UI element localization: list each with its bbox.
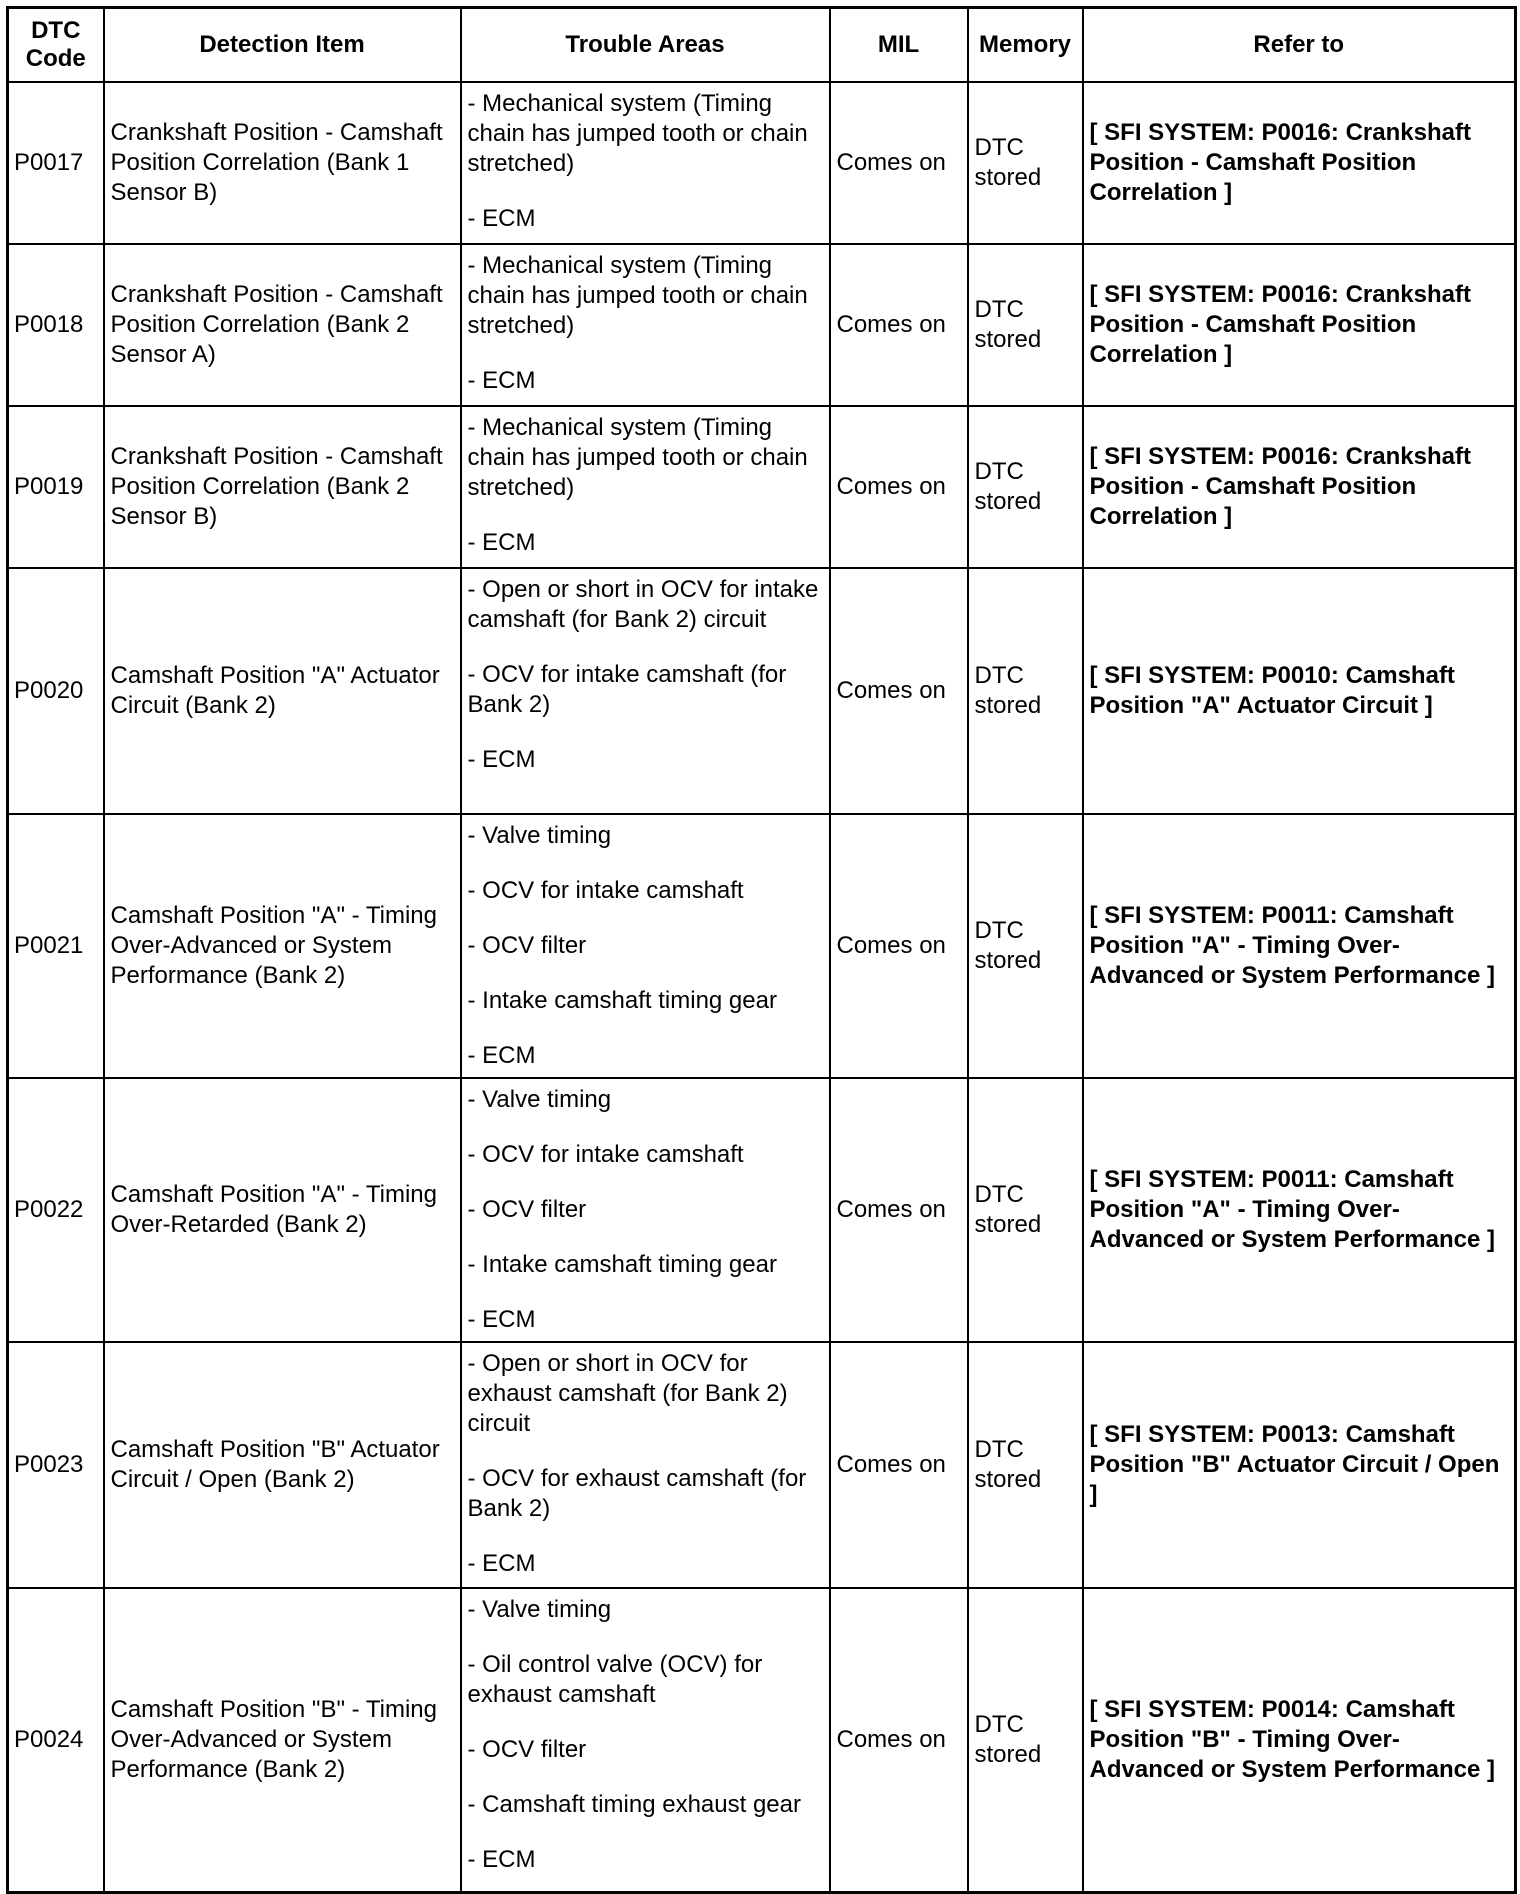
trouble-area-item: - Valve timing <box>467 1596 612 1623</box>
detection-item-cell: Camshaft Position "A" - Timing Over-Advanced or System Performance (Bank 2) <box>104 814 461 1078</box>
table-row <box>8 1342 1516 1588</box>
trouble-areas-cell <box>461 1588 830 1893</box>
trouble-area-item: - Intake camshaft timing gear <box>467 1251 777 1278</box>
table-row <box>8 1078 1516 1342</box>
header-trouble-areas: Trouble Areas <box>461 8 830 83</box>
header-detection-item: Detection Item <box>104 8 461 83</box>
trouble-area-item: - OCV for exhaust camshaft (for Bank 2) <box>467 1465 807 1522</box>
trouble-area-item: - Valve timing <box>467 822 612 849</box>
trouble-areas-cell <box>461 1078 830 1342</box>
memory-cell: DTC stored <box>968 1588 1083 1893</box>
memory-cell: DTC stored <box>968 82 1083 244</box>
detection-item-cell: Camshaft Position "B" - Timing Over-Advanced or System Performance (Bank 2) <box>104 1588 461 1893</box>
trouble-area-item: - ECM <box>467 367 536 394</box>
trouble-area-item: - OCV for intake camshaft <box>467 1141 744 1168</box>
trouble-areas-cell <box>461 814 830 1078</box>
memory-cell: DTC stored <box>968 1078 1083 1342</box>
trouble-area-item: - ECM <box>467 1846 536 1873</box>
detection-item-cell: Crankshaft Position - Camshaft Position Correlation (Bank 2 Sensor B) <box>104 406 461 568</box>
mil-cell: Comes on <box>830 406 968 568</box>
table-row <box>8 1588 1516 1893</box>
refer-to-cell: [ SFI SYSTEM: P0016: Crankshaft Position - Camshaft Position Correlation ] <box>1083 82 1516 244</box>
refer-to-cell: [ SFI SYSTEM: P0011: Camshaft Position "A" - Timing Over-Advanced or System Performance ] <box>1083 1078 1516 1342</box>
trouble-areas-cell <box>461 244 830 406</box>
trouble-area-item: - OCV for intake camshaft (for Bank 2) <box>467 661 787 718</box>
refer-to-cell: [ SFI SYSTEM: P0010: Camshaft Position "A" Actuator Circuit ] <box>1083 568 1516 814</box>
memory-cell: DTC stored <box>968 406 1083 568</box>
detection-item-cell: Crankshaft Position - Camshaft Position Correlation (Bank 1 Sensor B) <box>104 82 461 244</box>
trouble-area-item: - Camshaft timing exhaust gear <box>467 1791 801 1818</box>
trouble-area-item: - ECM <box>467 1550 536 1577</box>
header-memory: Memory <box>968 8 1083 83</box>
trouble-area-item: - ECM <box>467 529 536 556</box>
refer-to-cell: [ SFI SYSTEM: P0011: Camshaft Position "A" - Timing Over-Advanced or System Performance ] <box>1083 814 1516 1078</box>
detection-item-cell: Camshaft Position "A" - Timing Over-Retarded (Bank 2) <box>104 1078 461 1342</box>
trouble-area-item: - ECM <box>467 1042 536 1069</box>
memory-cell: DTC stored <box>968 814 1083 1078</box>
dtc-code-cell: P0017 <box>8 82 104 244</box>
detection-item-cell: Crankshaft Position - Camshaft Position Correlation (Bank 2 Sensor A) <box>104 244 461 406</box>
memory-cell: DTC stored <box>968 1342 1083 1588</box>
detection-item-cell: Camshaft Position "A" Actuator Circuit (Bank 2) <box>104 568 461 814</box>
dtc-code-cell: P0020 <box>8 568 104 814</box>
refer-to-cell: [ SFI SYSTEM: P0016: Crankshaft Position - Camshaft Position Correlation ] <box>1083 244 1516 406</box>
trouble-area-item: - Valve timing <box>467 1086 612 1113</box>
mil-cell: Comes on <box>830 82 968 244</box>
detection-item-cell: Camshaft Position "B" Actuator Circuit / Open (Bank 2) <box>104 1342 461 1588</box>
memory-cell: DTC stored <box>968 568 1083 814</box>
mil-cell: Comes on <box>830 814 968 1078</box>
trouble-area-item: - Mechanical system (Timing chain has jumped tooth or chain stretched) <box>467 414 808 501</box>
trouble-area-item: - ECM <box>467 205 536 232</box>
dtc-code-cell: P0023 <box>8 1342 104 1588</box>
trouble-area-item: - ECM <box>467 746 536 773</box>
header-mil: MIL <box>830 8 968 83</box>
trouble-area-item: - OCV for intake camshaft <box>467 877 744 904</box>
trouble-area-item: - ECM <box>467 1306 536 1333</box>
mil-cell: Comes on <box>830 568 968 814</box>
dtc-code-cell: P0018 <box>8 244 104 406</box>
trouble-area-item: - Open or short in OCV for intake camshaft (for Bank 2) circuit <box>467 576 819 633</box>
trouble-areas-cell <box>461 82 830 244</box>
trouble-areas-cell <box>461 406 830 568</box>
trouble-area-item: - Mechanical system (Timing chain has jumped tooth or chain stretched) <box>467 252 808 339</box>
mil-cell: Comes on <box>830 244 968 406</box>
dtc-code-cell: P0021 <box>8 814 104 1078</box>
refer-to-cell: [ SFI SYSTEM: P0016: Crankshaft Position - Camshaft Position Correlation ] <box>1083 406 1516 568</box>
trouble-areas-cell <box>461 1342 830 1588</box>
dtc-table <box>6 6 1517 1894</box>
table-header-row <box>8 8 1516 83</box>
dtc-code-cell: P0024 <box>8 1588 104 1893</box>
table-row <box>8 406 1516 568</box>
mil-cell: Comes on <box>830 1588 968 1893</box>
trouble-area-item: - Mechanical system (Timing chain has jumped tooth or chain stretched) <box>467 90 808 177</box>
dtc-code-cell: P0022 <box>8 1078 104 1342</box>
memory-cell: DTC stored <box>968 244 1083 406</box>
trouble-areas-cell <box>461 568 830 814</box>
header-refer-to: Refer to <box>1083 8 1516 83</box>
trouble-area-item: - OCV filter <box>467 1736 587 1763</box>
dtc-code-cell: P0019 <box>8 406 104 568</box>
table-row <box>8 814 1516 1078</box>
table-row <box>8 568 1516 814</box>
mil-cell: Comes on <box>830 1078 968 1342</box>
header-dtc-code: DTC Code <box>8 8 104 83</box>
mil-cell: Comes on <box>830 1342 968 1588</box>
trouble-area-item: - Oil control valve (OCV) for exhaust camshaft <box>467 1651 763 1708</box>
trouble-area-item: - Open or short in OCV for exhaust camshaft (for Bank 2) circuit <box>467 1350 788 1437</box>
trouble-area-item: - Intake camshaft timing gear <box>467 987 777 1014</box>
table-row <box>8 244 1516 406</box>
refer-to-cell: [ SFI SYSTEM: P0014: Camshaft Position "B" - Timing Over-Advanced or System Performance ] <box>1083 1588 1516 1893</box>
trouble-area-item: - OCV filter <box>467 932 587 959</box>
refer-to-cell: [ SFI SYSTEM: P0013: Camshaft Position "B" Actuator Circuit / Open ] <box>1083 1342 1516 1588</box>
table-row <box>8 82 1516 244</box>
trouble-area-item: - OCV filter <box>467 1196 587 1223</box>
